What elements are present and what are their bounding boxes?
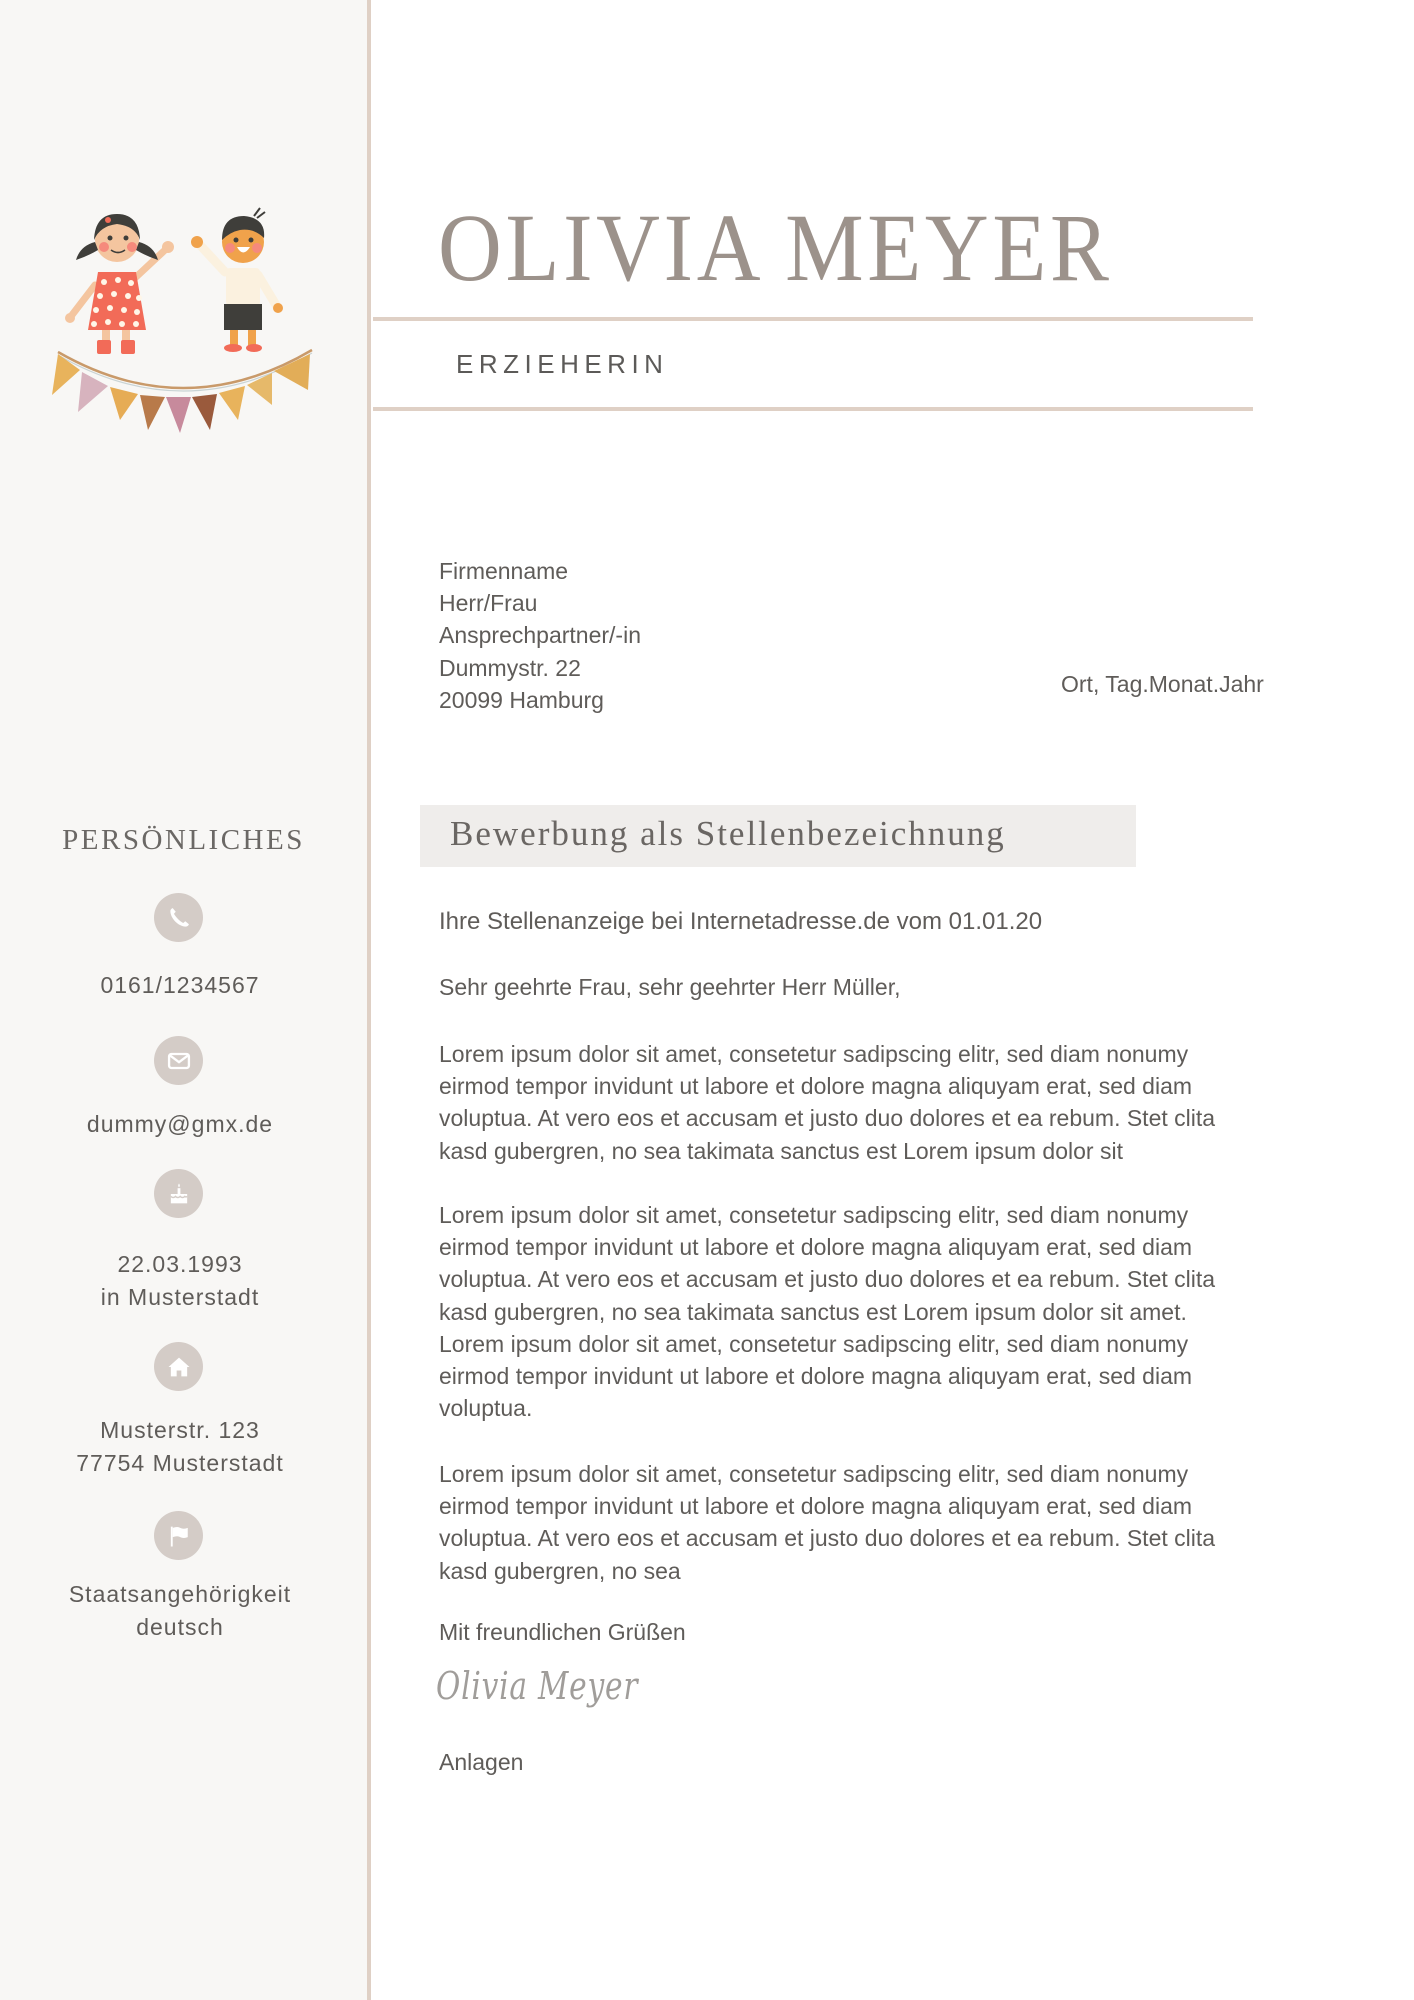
place-date: Ort, Tag.Monat.Jahr (1061, 671, 1264, 697)
paragraph-line: eirmod tempor invidunt ut labore et dolore magna aliquyam erat, sed diam (439, 1363, 1193, 1390)
nationality (0, 1578, 360, 1644)
recipient-street: Dummystr. 22 (439, 654, 581, 681)
paragraph-2 (439, 1199, 1349, 1424)
enclosures: Anlagen (439, 1749, 524, 1775)
birth-info (0, 1248, 360, 1314)
recipient-address (439, 555, 641, 716)
paragraph-line: Lorem ipsum dolor sit amet, consetetur sadipscing elitr, sed diam nonumy (439, 1202, 1189, 1228)
paragraph-line: voluptua. At vero eos et accusam et justo duo dolores et ea rebum. Stet clita (439, 1266, 1216, 1293)
paragraph-line: kasd gubergren, no sea takimata sanctus est Lorem ipsum dolor sit amet. (439, 1298, 1187, 1325)
header-divider-top (373, 317, 1253, 321)
flag-icon (154, 1511, 203, 1560)
bunting-garland (52, 350, 312, 433)
reference-line: Ihre Stellenanzeige bei Internetadresse.de vom 01.01.20 (439, 908, 1043, 935)
street: Musterstr. 123 (100, 1417, 260, 1443)
closing: Mit freundlichen Grüßen (439, 1619, 686, 1645)
nationality-value: deutsch (136, 1614, 224, 1640)
subject-box (420, 805, 1136, 867)
paragraph-line: kasd gubergren, no sea takimata sanctus est Lorem ipsum dolor sit (439, 1137, 1123, 1164)
signature: Olivia Meyer (436, 1664, 639, 1708)
recipient-contact: Ansprechpartner/-in (439, 622, 641, 649)
paragraph-line: eirmod tempor invidunt ut labore et dolore magna aliquyam erat, sed diam (439, 1234, 1193, 1261)
girl-figure (65, 214, 174, 354)
home-address (0, 1414, 360, 1480)
paragraph-line: voluptua. At vero eos et accusam et justo duo dolores et ea rebum. Stet clita (439, 1525, 1216, 1552)
personal-section-heading: PERSÖNLICHES (62, 824, 305, 856)
recipient-salutation: Herr/Frau (439, 590, 538, 617)
recipient-company: Firmenname (439, 558, 569, 584)
paragraph-line: kasd gubergren, no sea (439, 1557, 681, 1584)
birth-place: in Musterstadt (100, 1284, 260, 1310)
phone-icon (154, 893, 203, 942)
vertical-divider (367, 0, 371, 2000)
paragraph-line: eirmod tempor invidunt ut labore et dolore magna aliquyam erat, sed diam (439, 1493, 1193, 1520)
children-bunting-illustration (40, 190, 330, 450)
paragraph-line: Lorem ipsum dolor sit amet, consetetur sadipscing elitr, sed diam nonumy (439, 1461, 1189, 1487)
house-icon (154, 1342, 203, 1391)
paragraph-3 (439, 1458, 1349, 1587)
birthday-cake-icon (154, 1169, 203, 1218)
boy-figure (191, 208, 283, 352)
paragraph-line: eirmod tempor invidunt ut labore et dolore magna aliquyam erat, sed diam (439, 1073, 1193, 1100)
salutation: Sehr geehrte Frau, sehr geehrter Herr Müller, (439, 974, 901, 1000)
postal-city: 77754 Musterstadt (76, 1450, 284, 1476)
paragraph-line: Lorem ipsum dolor sit amet, consetetur sadipscing elitr, sed diam nonumy (439, 1330, 1189, 1357)
paragraph-line: voluptua. (439, 1395, 533, 1422)
subject-title: Bewerbung als Stellenbezeichnung (450, 814, 1006, 853)
phone-number (0, 969, 360, 1002)
applicant-name: OLIVIA MEYER (438, 194, 1113, 301)
paragraph-line: Lorem ipsum dolor sit amet, consetetur sadipscing elitr, sed diam nonumy (439, 1041, 1189, 1067)
birth-date: 22.03.1993 (117, 1251, 243, 1277)
phone-text: 0161/1234567 (100, 972, 260, 998)
header-divider-bottom (373, 407, 1253, 411)
nationality-label: Staatsangehörigkeit (68, 1581, 292, 1607)
job-title: ERZIEHERIN (456, 349, 669, 379)
mail-icon (154, 1036, 203, 1085)
email-address (0, 1108, 360, 1141)
paragraph-line: voluptua. At vero eos et accusam et justo duo dolores et ea rebum. Stet clita (439, 1105, 1216, 1132)
email-text: dummy@gmx.de (86, 1111, 274, 1137)
recipient-city: 20099 Hamburg (439, 686, 604, 713)
paragraph-1 (439, 1038, 1349, 1167)
